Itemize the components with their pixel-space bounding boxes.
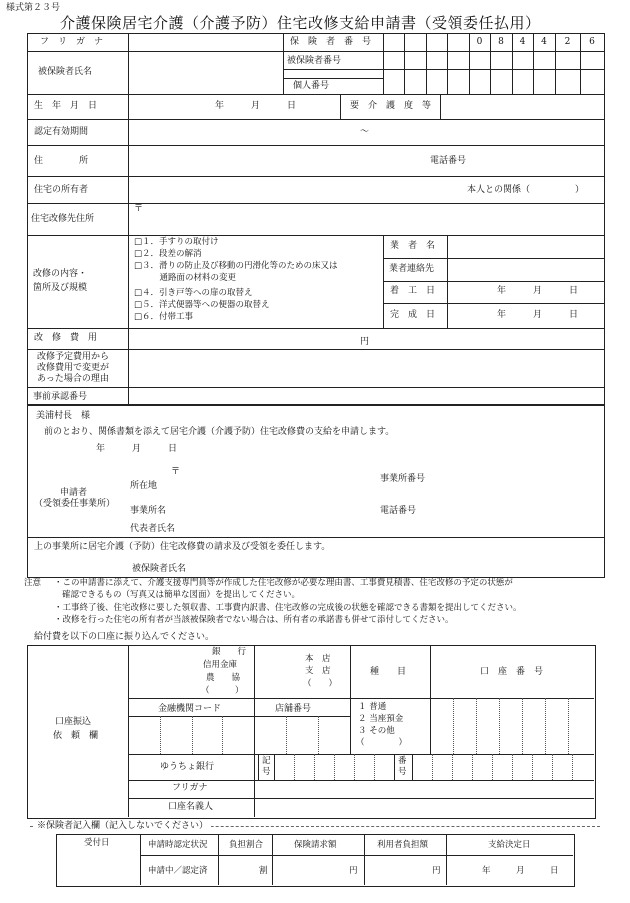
page-title: 介護保険居宅介護（介護予防）住宅改修支給申請書（受領委任払用）	[60, 14, 541, 32]
notes-label: 注意	[24, 578, 42, 588]
finish-date-label: 完 成 日	[390, 310, 436, 320]
finish-date-value: 年 月 日	[497, 310, 579, 320]
note-item: ・この申請書に添えて、介護支援専門員等が作成した住宅改修が必要な理由書、工事費見積書、住宅改修の予定の状態が	[54, 578, 513, 588]
insurer-digit: 2	[564, 37, 571, 47]
contractor-contact-label: 業者連絡先	[389, 264, 435, 274]
office-name-label: 事業所名	[130, 506, 167, 516]
account-type-option[interactable]: ２ 当座預金	[358, 714, 404, 724]
kigo-label: 号	[262, 767, 271, 777]
change-reason-label: 改修費用で変更が	[37, 363, 110, 373]
start-date-label: 着 工 日	[390, 286, 436, 296]
owner-label: 住宅の所有者	[34, 185, 89, 195]
change-reason-label: 改修予定費用から	[37, 352, 110, 362]
holder-furigana-label: フリガナ	[172, 783, 208, 793]
account-type-label: 種 目	[370, 667, 407, 677]
decision-date-value: 年 月 日	[482, 866, 559, 876]
bank-type: （ ）	[201, 686, 244, 696]
account-type-option[interactable]: １ 普通	[358, 702, 387, 712]
insurer-digit: 8	[498, 37, 504, 47]
bango-label: 番	[398, 756, 407, 766]
personal-number-label: 個人番号	[293, 81, 330, 91]
start-date-value: 年 月 日	[497, 286, 579, 296]
branch-type: 支 店	[305, 666, 331, 676]
kigo-label: 記	[262, 756, 271, 766]
phone-label: 電話番号	[430, 156, 467, 166]
note-item: ・改修を行った住宅の所有者が当該被保険者でない場合は、所有者の承諾書も併せて添付してください。	[54, 615, 454, 625]
content-label: 箇所及び規模	[33, 283, 88, 293]
claim-label: 保険請求額	[294, 840, 337, 850]
applicant-label: 申請者	[60, 488, 88, 498]
item-checkbox[interactable]: □１．手すりの取付け	[134, 237, 219, 247]
cert-status-value: 申請中／認定済	[148, 866, 208, 876]
contractor-label: 業 者 名	[390, 241, 436, 251]
application-date: 年 月 日	[96, 444, 178, 454]
renovation-address-label: 住宅改修先住所	[31, 214, 95, 224]
insurer-digit: 4	[519, 37, 526, 47]
bank-label: 依 頼 欄	[53, 731, 99, 741]
account-holder-label: 口座名義人	[168, 802, 214, 812]
user-share-yen: 円	[432, 866, 441, 876]
item-checkbox[interactable]: □６．付帯工事	[134, 312, 194, 322]
office-number-label: 事業所番号	[380, 474, 426, 484]
cost-yen: 円	[360, 337, 370, 347]
representative-label: 代表者氏名	[130, 524, 176, 534]
content-label: 改修の内容・	[33, 269, 88, 279]
item-text: 通路面の材料の変更	[134, 273, 237, 283]
claim-yen: 円	[349, 866, 358, 876]
bango-label: 号	[398, 767, 407, 777]
insurer-digit: 4	[541, 37, 547, 47]
relation-label: 本人との関係（ ）	[467, 185, 585, 195]
insured-name-signature: 被保険者氏名	[132, 564, 187, 574]
delegation-statement: 上の事業所に居宅介護（予防）住宅改修費の請求及び受領を委任します。	[34, 542, 331, 552]
birth-label: 生 年 月 日	[34, 101, 98, 111]
share-label: 負担割合	[229, 840, 264, 850]
item-checkbox[interactable]: □５．洋式便器等への便器の取替え	[134, 300, 270, 310]
change-reason-label: あった場合の理由	[37, 374, 109, 384]
item-checkbox[interactable]: □２．段差の解消	[134, 249, 202, 259]
account-type-option[interactable]: ３ その他	[358, 726, 395, 736]
applicant-label: （受領委任事業所）	[34, 499, 116, 509]
insurer-section-heading: ※保険者記入欄（記入しないでください）	[34, 821, 211, 832]
insurer-digit: 0	[476, 37, 483, 47]
form-number: 様式第２３号	[6, 3, 61, 13]
office-phone-label: 電話番号	[380, 506, 417, 516]
cert-period-label: 認定有効期間	[34, 127, 89, 137]
account-type-other: （ ）	[356, 738, 408, 748]
item-checkbox[interactable]: □４．引き戸等への扉の取替え	[134, 288, 253, 298]
decision-date-label: 支給決定日	[488, 840, 531, 850]
cost-label: 改 修 費 用	[34, 333, 98, 343]
bank-type: 信用金庫	[203, 660, 238, 670]
insured-name-label: 被保険者氏名	[38, 67, 93, 77]
care-level-label: 要 介 護 度 等	[350, 101, 432, 111]
postal-mark: 〒	[134, 204, 144, 214]
birth-value: 年 月 日	[215, 101, 297, 111]
addressee: 美浦村長 様	[36, 411, 91, 421]
address-label: 住 所	[34, 156, 89, 166]
application-statement: 前のとおり、関係書類を添えて居宅介護（介護予防）住宅改修費の支給を申請します。	[44, 427, 395, 437]
share-unit: 割	[259, 866, 268, 876]
branch-number-label: 店舗番号	[275, 704, 312, 714]
note-item: 確認できるもの（写真又は簡単な図面）を提出してください。	[62, 590, 301, 600]
furigana-label: フ リ ガ ナ	[40, 37, 104, 47]
insured-number-label: 被保険者番号	[287, 56, 342, 66]
prior-approval-label: 事前承認番号	[33, 392, 88, 402]
account-number-label: 口 座 番 号	[480, 667, 544, 677]
note-item: ・工事終了後、住宅改修に要した領収書、工事費内訳書、住宅改修の完成後の状態を確認できる書類を提出してください。	[54, 603, 522, 613]
yucho-label: ゆうちょ銀行	[160, 762, 215, 772]
postal-mark: 〒	[171, 467, 181, 477]
branch-type: 本 店	[305, 654, 331, 664]
insurer-digit: 6	[589, 37, 595, 47]
received-date-label: 受付日	[84, 838, 110, 848]
bank-label: 口座振込	[55, 717, 92, 727]
insurer-number-label: 保 険 者 番 号	[290, 37, 372, 47]
bank-intro: 給付費を以下の口座に振り込んでください。	[34, 632, 215, 642]
cert-period-value: 〜	[360, 127, 370, 137]
bank-type: 銀 行	[212, 647, 247, 657]
item-checkbox[interactable]: □３．滑りの防止及び移動の円滑化等のための床又は	[134, 261, 338, 271]
location-label: 所在地	[130, 481, 158, 491]
cert-status-label: 申請時認定状況	[148, 840, 208, 850]
institution-code-label: 金融機関コード	[158, 704, 222, 714]
user-share-label: 利用者負担額	[377, 840, 429, 850]
bank-type: 農 協	[206, 673, 241, 683]
branch-type: （ ）	[303, 679, 338, 689]
